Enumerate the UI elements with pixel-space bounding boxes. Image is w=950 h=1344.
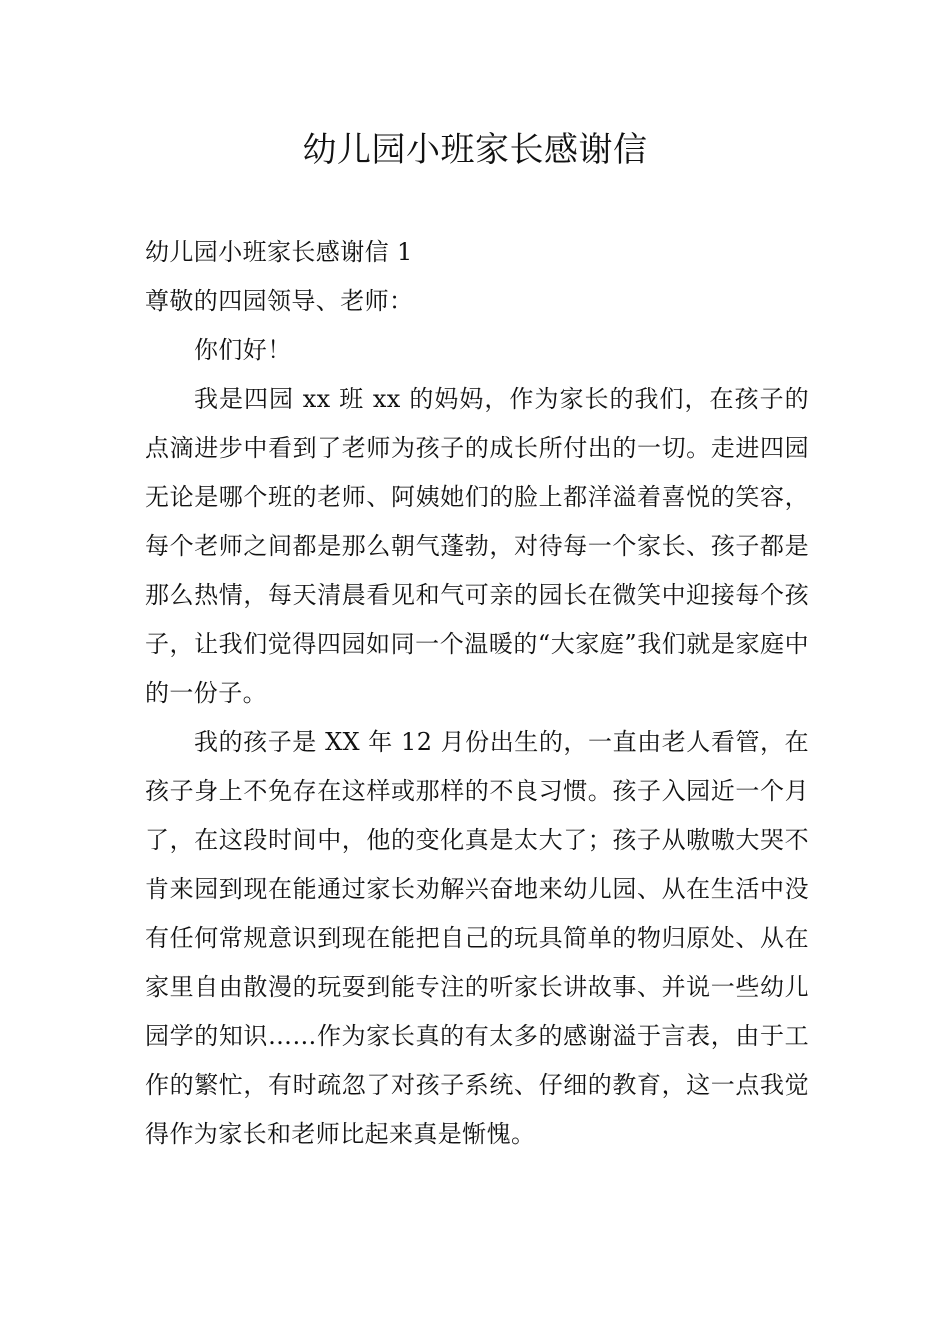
letter-paragraph-1: 我是四园 xx 班 xx 的妈妈，作为家长的我们，在孩子的点滴进步中看到了老师为孩子的成长所付出的一切。走进四园无论是哪个班的老师、阿姨她们的脸上都洋溢着喜悦的笑容，每个老师之间都是那么朝气蓬勃，对待每一个家长、孩子都是那么热情，每天清晨看见和气可亲的园长在微笑中迎接每个孩子，让我们觉得四园如同一个温暖的“大家庭”我们就是家庭中的一份子。 — [145, 385, 809, 707]
letter-paragraph-2: 我的孩子是 XX 年 12 月份出生的，一直由老人看管，在孩子身上不免存在这样或那样的不良习惯。孩子入园近一个月了，在这段时间中，他的变化真是太大了；孩子从嗷嗷大哭不肯来园到现在能通过家长劝解兴奋地来幼儿园、从在生活中没有任何常规意识到现在能把自己的玩具简单的物归原处、从在家里自由散漫的玩耍到能专注的听家长讲故事、并说一些幼儿园学的知识……作为家长真的有太多的感谢溢于言表，由于工作的繁忙，有时疏忽了对孩子系统、仔细的教育，这一点我觉得作为家长和老师比起来真是惭愧。 — [145, 728, 809, 1148]
letter-salutation: 尊敬的四园领导、老师： — [145, 287, 414, 315]
document-body — [145, 228, 809, 1159]
letter-greeting: 你们好！ — [194, 336, 292, 364]
letter-subtitle: 幼儿园小班家长感谢信 1 — [145, 238, 413, 266]
document-title: 幼儿园小班家长感谢信 — [302, 130, 648, 170]
